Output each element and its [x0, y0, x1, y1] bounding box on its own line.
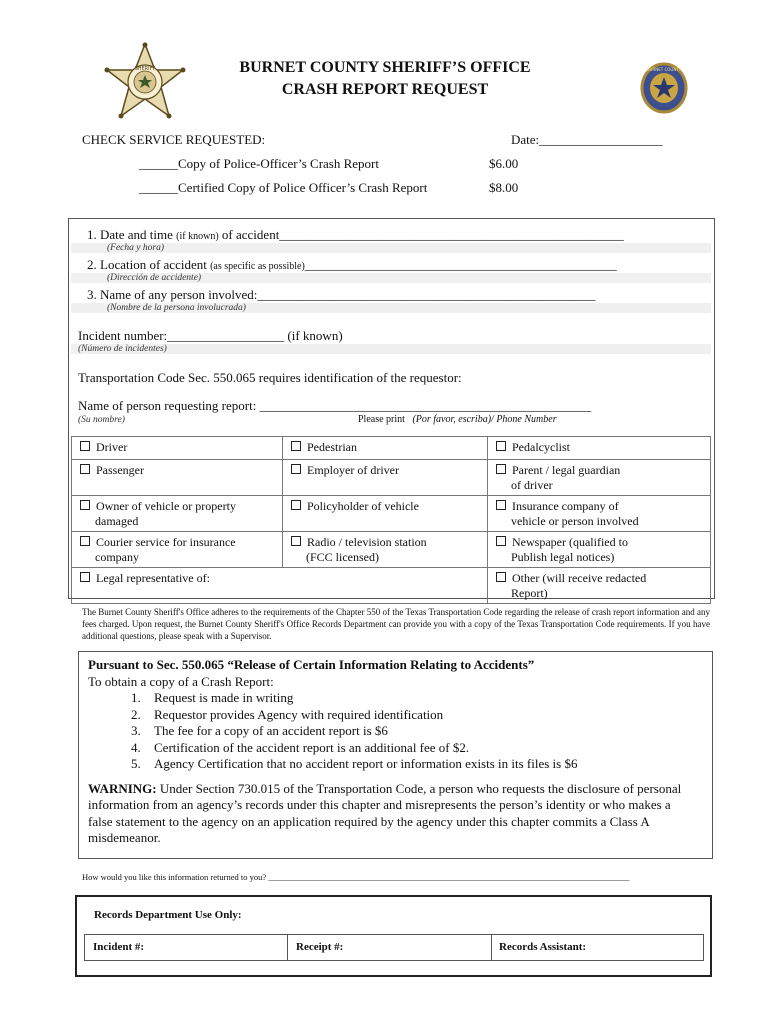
list-item: 5. Agency Certification that no accident report or information exists in its files is $6	[144, 756, 712, 773]
requester-type-table	[71, 436, 711, 604]
location-es: (Dirección de accidente)	[71, 273, 711, 283]
list-item: 1. Request is made in writing	[144, 690, 712, 707]
checkbox-owner[interactable]	[72, 496, 283, 532]
date-time-field[interactable]	[87, 227, 624, 243]
date-time-line: of accident_____________________________________________________	[221, 227, 624, 242]
date-field[interactable]: Date:___________________	[511, 132, 663, 147]
checkbox-pedalcyclist[interactable]	[488, 437, 711, 460]
persons-field[interactable]: 3. Name of any person involved:____________________________________________________	[87, 287, 596, 302]
checkbox-policyholder[interactable]	[283, 496, 488, 532]
option-label-cont: damaged	[95, 514, 139, 528]
warning-paragraph	[88, 781, 712, 847]
option-label-cont: Publish legal notices)	[511, 550, 615, 564]
option-label: Legal representative of:	[96, 571, 210, 585]
incident-label: Incident #:	[93, 941, 145, 953]
option-label: Parent / legal guardian	[512, 463, 621, 477]
checkbox-icon[interactable]	[80, 441, 90, 451]
service-option-copy[interactable]: ______Copy of Police-Officer’s Crash Report	[139, 156, 379, 171]
checkbox-insurance[interactable]	[488, 496, 711, 532]
print-note-es: (Por favor, escriba)/	[412, 414, 494, 425]
list-item: 3. The fee for a copy of an accident report is $6	[144, 723, 712, 740]
incident-number-field[interactable]: Incident number:__________________ (if known)	[78, 328, 343, 343]
checkbox-employer[interactable]	[283, 460, 488, 496]
checkbox-icon[interactable]	[496, 464, 506, 474]
option-label: Courier service for insurance	[96, 535, 236, 549]
checkbox-icon[interactable]	[496, 441, 506, 451]
checkbox-passenger[interactable]	[72, 460, 283, 496]
checkbox-icon[interactable]	[291, 500, 301, 510]
checkbox-icon[interactable]	[80, 464, 90, 474]
service-heading: CHECK SERVICE REQUESTED:	[82, 132, 266, 147]
page-title: BURNET COUNTY SHERIFF’S OFFICE	[239, 59, 531, 76]
seal-text: BURNET COUNTY	[646, 67, 682, 72]
option-label: Owner of vehicle or property	[96, 499, 236, 513]
option-label: Policyholder of vehicle	[307, 499, 419, 513]
pursuant-intro: To obtain a copy of a Crash Report:	[88, 673, 274, 689]
date-time-hint: (if known)	[176, 231, 219, 242]
records-row	[84, 934, 704, 961]
checkbox-courier[interactable]	[72, 532, 283, 568]
option-label-cont: Report)	[511, 586, 548, 600]
option-label: Employer of driver	[307, 463, 399, 477]
records-assistant-label: Records Assistant:	[499, 941, 587, 953]
checkbox-driver[interactable]	[72, 437, 283, 460]
date-time-es: (Fecha y hora)	[71, 243, 711, 253]
warning-text: Under Section 730.015 of the Transportation Code, a person who requests the disclosure of personal information from an agency’s records under this chapter and misrepresents the person’s identity or who makes a false statement to the agency on an application required by the agency under this chapter commits a Class A misdemeanor.	[88, 780, 682, 845]
checkbox-icon[interactable]	[496, 500, 506, 510]
receipt-label: Receipt #:	[296, 941, 344, 953]
option-label: Driver	[96, 440, 128, 454]
persons-es: (Nombre de la persona involucrada)	[71, 303, 711, 313]
checkbox-parent-guardian[interactable]	[488, 460, 711, 496]
service-price-copy: $6.00	[489, 156, 519, 171]
option-label-cont: (FCC licensed)	[306, 550, 379, 564]
option-label: Pedalcyclist	[512, 440, 570, 454]
badge-text: SHERIFF	[134, 66, 156, 72]
incident-number-es: (Número de incidentes)	[71, 344, 711, 354]
checkbox-pedestrian[interactable]	[283, 437, 488, 460]
receipt-cell[interactable]	[288, 935, 492, 960]
list-item: 4. Certification of the accident report is an additional fee of $2.	[144, 740, 712, 757]
checkbox-legal-rep[interactable]	[72, 568, 488, 604]
checkbox-icon[interactable]	[80, 536, 90, 546]
checkbox-radio-tv[interactable]	[283, 532, 488, 568]
checkbox-icon[interactable]	[80, 500, 90, 510]
incident-cell[interactable]	[85, 935, 288, 960]
records-assistant-cell[interactable]	[492, 935, 703, 960]
option-label: Pedestrian	[307, 440, 357, 454]
checkbox-icon[interactable]	[496, 536, 506, 546]
checkbox-newspaper[interactable]	[488, 532, 711, 568]
option-label-cont: company	[95, 550, 139, 564]
checkbox-icon[interactable]	[291, 536, 301, 546]
requirement-list	[88, 690, 712, 773]
records-use-section	[75, 895, 712, 977]
checkbox-other[interactable]	[488, 568, 711, 604]
accident-info-section	[68, 218, 715, 599]
phone-label: Phone Number	[496, 414, 557, 425]
requester-name-field[interactable]: Name of person requesting report: ___________________________________________________	[78, 398, 592, 413]
requester-name-es: (Su nombre)	[78, 415, 125, 425]
pursuant-heading: Pursuant to Sec. 550.065 “Release of Certain Information Relating to Accidents”	[88, 657, 535, 672]
location-hint: (as specific as possible)	[210, 261, 305, 272]
location-field[interactable]	[87, 257, 617, 273]
option-label-cont: of driver	[511, 478, 553, 492]
option-label: Radio / television station	[307, 535, 427, 549]
option-label-cont: vehicle or person involved	[511, 514, 639, 528]
service-price-certified: $8.00	[489, 180, 519, 195]
checkbox-icon[interactable]	[496, 572, 506, 582]
page-subtitle: CRASH REPORT REQUEST	[281, 81, 489, 98]
print-note: Please print	[358, 414, 405, 425]
date-time-label: 1. Date and time	[87, 227, 173, 242]
list-item: 2. Requestor provides Agency with required identification	[144, 707, 712, 724]
option-label: Other (will receive redacted	[512, 571, 647, 585]
warning-label: WARNING:	[88, 780, 157, 796]
pursuant-section	[78, 651, 713, 859]
option-label: Insurance company of	[512, 499, 619, 513]
checkbox-icon[interactable]	[291, 441, 301, 451]
checkbox-icon[interactable]	[80, 572, 90, 582]
checkbox-icon[interactable]	[291, 464, 301, 474]
return-method-field[interactable]: How would you like this information returned to you? _____________________________________________________________________________________	[82, 872, 630, 882]
option-label: Newspaper (qualified to	[512, 535, 628, 549]
location-line: ________________________________________________	[304, 257, 617, 272]
records-heading: Records Department Use Only:	[94, 909, 242, 921]
transport-code-note: Transportation Code Sec. 550.065 requires identification of the requestor:	[78, 370, 462, 385]
disclaimer-text: The Burnet County Sheriff's Office adheres to the requirements of the Chapter 550 of the Texas Transportation Code regarding the release of crash report information and any fees charged. Upon request, the Burnet County Sheriff's Office Records Department can provide you with a copy of the Texas Transportation Code requirements. If you have additional questions, please speak with a Supervisor.	[82, 607, 710, 641]
service-option-certified[interactable]: ______Certified Copy of Police Officer’s Crash Report	[139, 180, 428, 195]
option-label: Passenger	[96, 463, 144, 477]
location-label: 2. Location of accident	[87, 257, 207, 272]
